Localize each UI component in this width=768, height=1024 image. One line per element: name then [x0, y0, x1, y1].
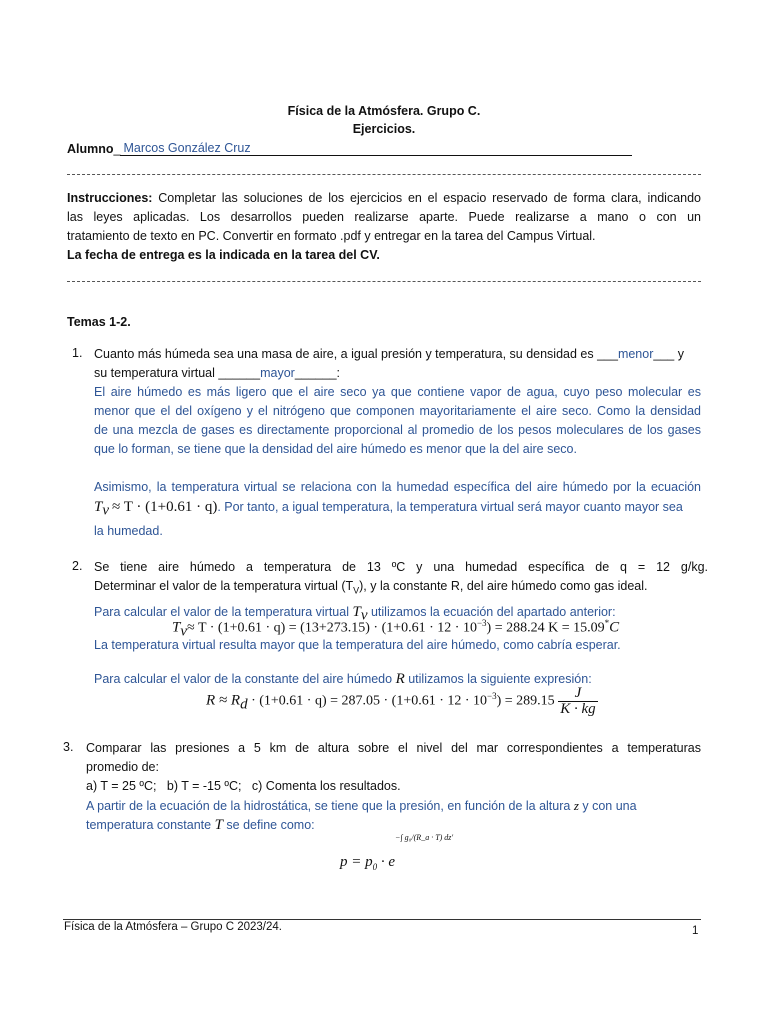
- q3-block: Comparar las presiones a 5 km de altura sobre el nivel del mar correspondientes a temperaturas promedio de: a) T = 25 ºC; b) T = -15 ºC; c) Comenta los resultados. A partir de la ecuación de la hidrostática, se tiene que la presión, en función de la altura z y con una temperatura constante T se define como:: [86, 741, 701, 833]
- q2-text: ), y la constante R, del aire húmedo como gas ideal.: [359, 579, 648, 593]
- q1-answer-line: menor que el del oxígeno y el nitrógeno que componen mayoritariamente el aire seco. Como la densidad: [94, 404, 701, 418]
- instructions-block: [67, 189, 701, 265]
- page-number: 1: [692, 925, 699, 937]
- q1-text-c: su temperatura virtual ______: [94, 366, 261, 380]
- q1-answer-line: la humedad.: [94, 523, 163, 538]
- document-subtitle: Ejercicios.: [352, 122, 416, 136]
- q1-equation: $T_v \approx T \cdot (1+0.61 \cdot q)$: [94, 499, 218, 519]
- instructions-label: Instrucciones:: [67, 191, 153, 205]
- footer-text: Física de la Atmósfera – Grupo C 2023/24.: [64, 921, 282, 933]
- q1-answer-line: Asimismo, la temperatura virtual se relaciona con la humedad específica del aire húmedo por la ecuación: [94, 480, 701, 494]
- q1-answer-line: de una mezcla de gases es directamente proporcional al promedio de los pesos moleculares de los gases: [94, 423, 701, 437]
- q1-answer-virtual-temp: mayor: [260, 366, 295, 380]
- q1-answer-density: menor: [617, 347, 654, 361]
- q3-equation-pressure: $p = p_0 \cdot e^{-\int g_0/(R\_a \cdot T) dz'}$: [340, 833, 454, 872]
- q3-text: a) T = 25 ºC; b) T = -15 ºC; c) Comenta los resultados.: [86, 779, 401, 793]
- q1-answer-line: El aire húmedo es más ligero que el aire seco ya que contiene vapor de agua, cuyo peso molecular es: [94, 385, 701, 399]
- instructions-line1: Completar las soluciones de los ejercicios en el espacio reservado de forma clara, indicando: [158, 191, 701, 205]
- q1-text-a: Cuanto más húmeda sea una masa de aire, a igual presión y temperatura, su densidad es ___: [94, 347, 618, 361]
- instructions-line3: tratamiento de texto en PC. Convertir en formato .pdf y entregar en la tarea del Campus Virtual.: [67, 229, 596, 243]
- student-line: Alumno_ Marcos González Cruz: [67, 141, 632, 156]
- q2-text: Se tiene aire húmedo a temperatura de 13 ºC y una humedad específica de q = 12 g/kg.: [94, 560, 708, 574]
- q2-answer-line: Para calcular el valor de la constante del aire húmedo R utilizamos la siguiente expresión:: [94, 671, 592, 687]
- q2-equation-virtual-temp: $T_v\approx T \cdot (1+0.61 \cdot q) = (13+273.15) \cdot (1+0.61 \cdot 12 \cdot 10^{-3}) = 288.24$ K = 15.09*C: [172, 618, 620, 640]
- footer-rule: [63, 919, 701, 920]
- divider-top: [67, 174, 701, 175]
- q2-answer-line: Para calcular el valor de la temperatura virtual: [94, 604, 349, 619]
- q2-number: 2.: [72, 559, 83, 573]
- q1-text-d: ______:: [294, 366, 340, 380]
- q2-text: Determinar el valor de la temperatura virtual (T: [94, 579, 354, 593]
- q1-text-b: ___ y: [653, 347, 684, 361]
- q3-text: Comparar las presiones a 5 km de altura sobre el nivel del mar correspondientes a temperaturas: [86, 741, 701, 755]
- q1-block: [94, 345, 701, 541]
- student-label: Alumno: [67, 142, 114, 156]
- student-name: Marcos González Cruz: [123, 141, 251, 155]
- q3-text: promedio de:: [86, 760, 159, 774]
- q2-answer-line: utilizamos la ecuación del apartado anterior:: [370, 604, 616, 619]
- deadline-note: La fecha de entrega es la indicada en la tarea del CV.: [67, 248, 380, 262]
- divider-bottom: [67, 281, 701, 282]
- q3-answer-line: temperatura constante: [86, 818, 212, 832]
- instructions-line2: las leyes aplicadas. Los desarrollos pueden realizarse aparte. Puede realizarse a mano o con un: [67, 210, 701, 224]
- q2-answer-line: La temperatura virtual resulta mayor que la temperatura del aire húmedo, como cabría esperar.: [94, 638, 621, 652]
- q3-number: 3.: [63, 740, 74, 754]
- document-title: Física de la Atmósfera. Grupo C.: [287, 104, 481, 118]
- q1-answer-line: que lo forman, se tiene que la densidad del aire húmedo es menor que la del aire seco.: [94, 442, 577, 456]
- q3-answer-line: A partir de la ecuación de la hidrostática, se tiene que la presión, en función de la altura: [86, 799, 571, 813]
- q1-answer-line: . Por tanto, a igual temperatura, la temperatura virtual será mayor cuanto mayor sea: [217, 500, 683, 514]
- q2-equation-gas-constant: $R \approx R_d \cdot (1+0.61 \cdot q) = 287.05 \cdot (1+0.61 \cdot 12 \cdot 10^{-3}) = 289.15$ $\frac{J}{K \cdot kg}$: [206, 685, 596, 717]
- section-title: Temas 1-2.: [67, 315, 131, 329]
- q2-block: Se tiene aire húmedo a temperatura de 13 ºC y una humedad específica de q = 12 g/kg. Determinar el valor de la temperatura virtual $(T_V)$, y la constante R, del aire húmedo como gas ideal. Para calcular el valor de la temperatura virtual $T_v$ utilizamos la ecuación del apartado anterior:: [94, 560, 708, 623]
- q1-number: 1.: [72, 346, 83, 360]
